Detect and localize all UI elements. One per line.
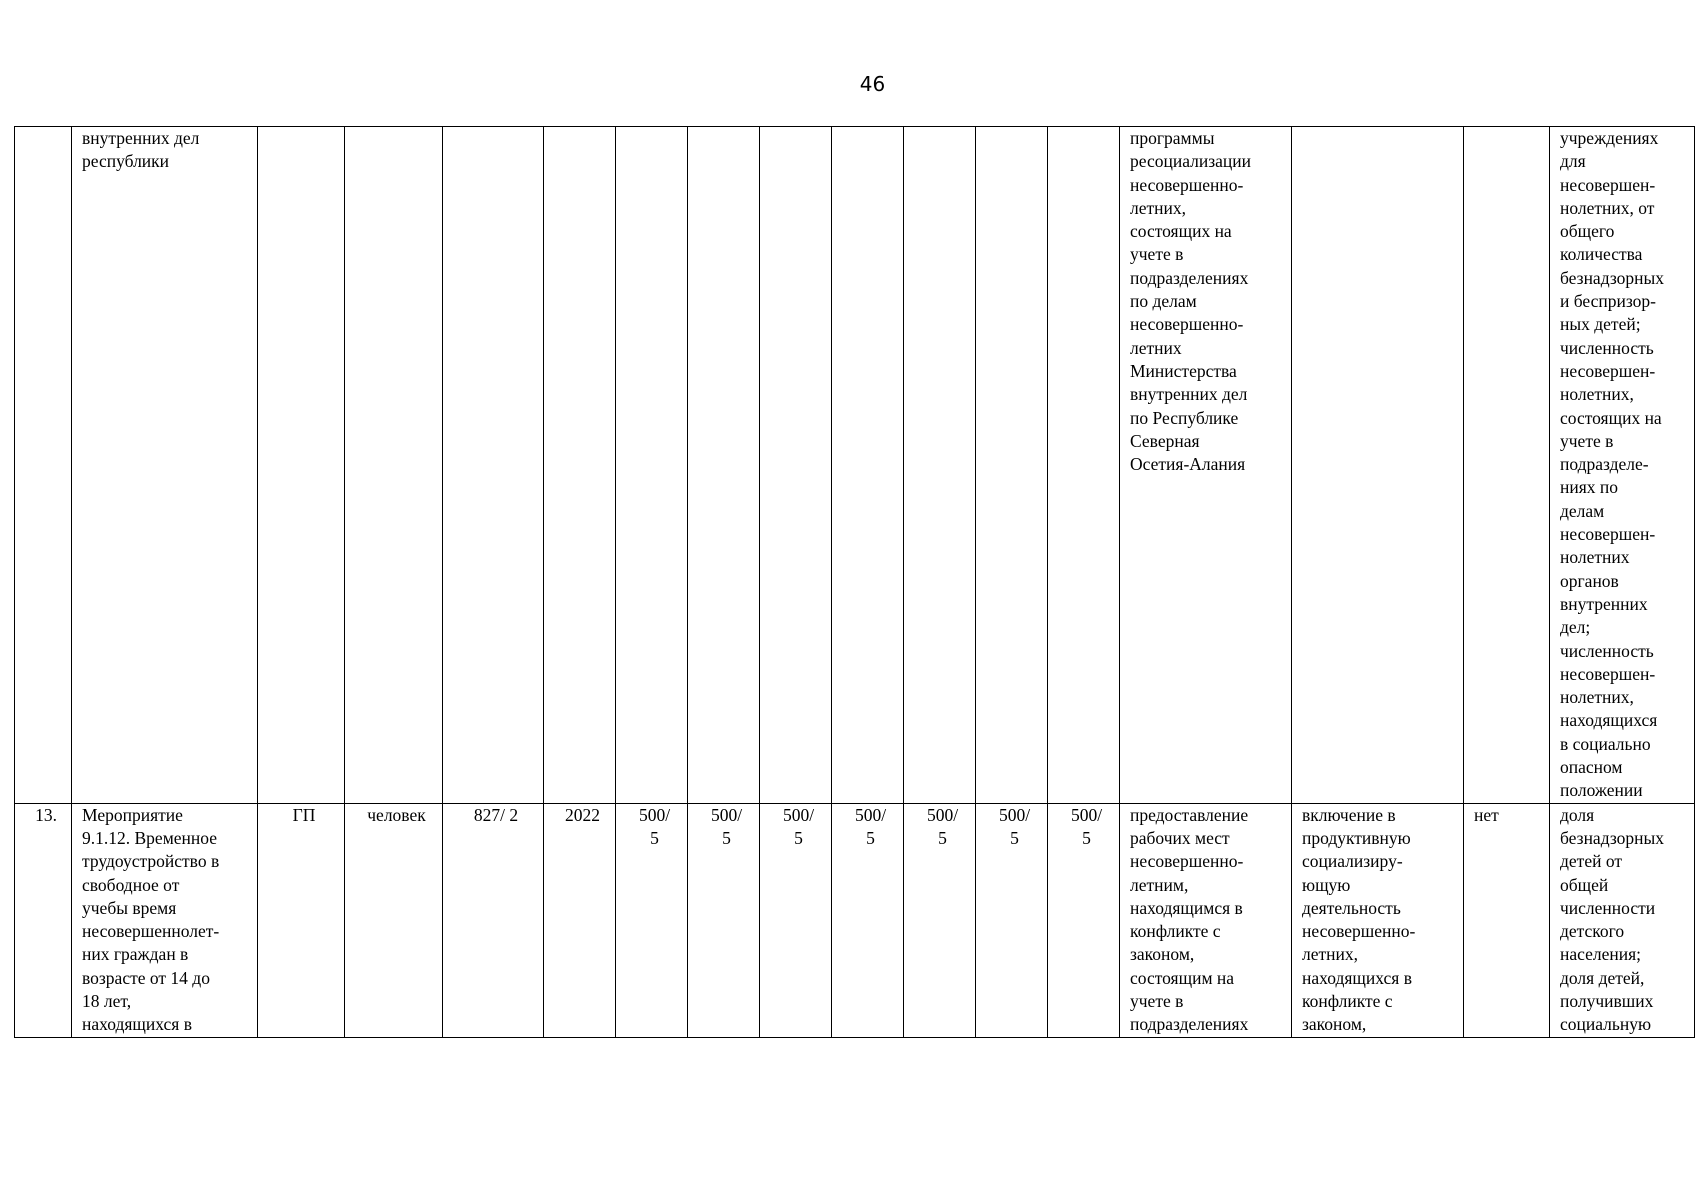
cell-value [904, 127, 976, 804]
cell-value: 500/ 5 [832, 803, 904, 1037]
table-row-13 [15, 803, 1695, 1037]
cell-value [832, 127, 904, 804]
cell-risk: нет [1464, 803, 1550, 1037]
cell-effect [1292, 127, 1464, 804]
cell-risk [1464, 127, 1550, 804]
cell-value: 500/ 5 [904, 803, 976, 1037]
cell-type [258, 127, 345, 804]
cell-measure-name: Мероприятие 9.1.12. Временное трудоустройство в свободное от учебы время несовершеннолет- них граждан в возрасте от 14 до 18 лет, находящихся в [72, 803, 258, 1037]
cell-value [976, 127, 1048, 804]
cell-value: 500/ 5 [1048, 803, 1120, 1037]
cell-indicator: учреждениях для несовершен- нолетних, от общего количества безнадзорных и беспризор- ных детей; численность несовершен- нолетних, состоящих на учете в подразделе- ниях по делам несовершен- нолетних органов внутренних дел; численность несовершен- нолетних, находящихся в социально опасном положении [1550, 127, 1695, 804]
cell-value [616, 127, 688, 804]
page-number: 46 [859, 72, 886, 96]
cell-indicator: доля безнадзорных детей от общей численности детского населения; доля детей, получивших социальную [1550, 803, 1695, 1037]
cell-base-year: 2022 [544, 803, 616, 1037]
program-measures-table [14, 126, 1695, 1038]
cell-value [688, 127, 760, 804]
cell-base-value: 827/ 2 [443, 803, 544, 1037]
cell-result: программы ресоциализации несовершенно- летних, состоящих на учете в подразделениях по делам несовершенно- летних Министерства внутренних дел по Республике Северная Осетия-Алания [1120, 127, 1292, 804]
cell-result: предоставление рабочих мест несовершенно- летним, находящимся в конфликте с законом, состоящим на учете в подразделениях [1120, 803, 1292, 1037]
cell-number: 13. [15, 803, 72, 1037]
cell-value [1048, 127, 1120, 804]
cell-value: 500/ 5 [616, 803, 688, 1037]
cell-value [760, 127, 832, 804]
cell-value: 500/ 5 [688, 803, 760, 1037]
cell-base-year [544, 127, 616, 804]
cell-measure-name: внутренних дел республики [72, 127, 258, 804]
cell-value: 500/ 5 [976, 803, 1048, 1037]
cell-type: ГП [258, 803, 345, 1037]
cell-base-value [443, 127, 544, 804]
cell-value: 500/ 5 [760, 803, 832, 1037]
cell-effect: включение в продуктивную социализиру- ющую деятельность несовершенно- летних, находящихся в конфликте с законом, [1292, 803, 1464, 1037]
cell-unit [345, 127, 443, 804]
cell-unit: человек [345, 803, 443, 1037]
cell-number [15, 127, 72, 804]
table-row-continuation [15, 127, 1695, 804]
